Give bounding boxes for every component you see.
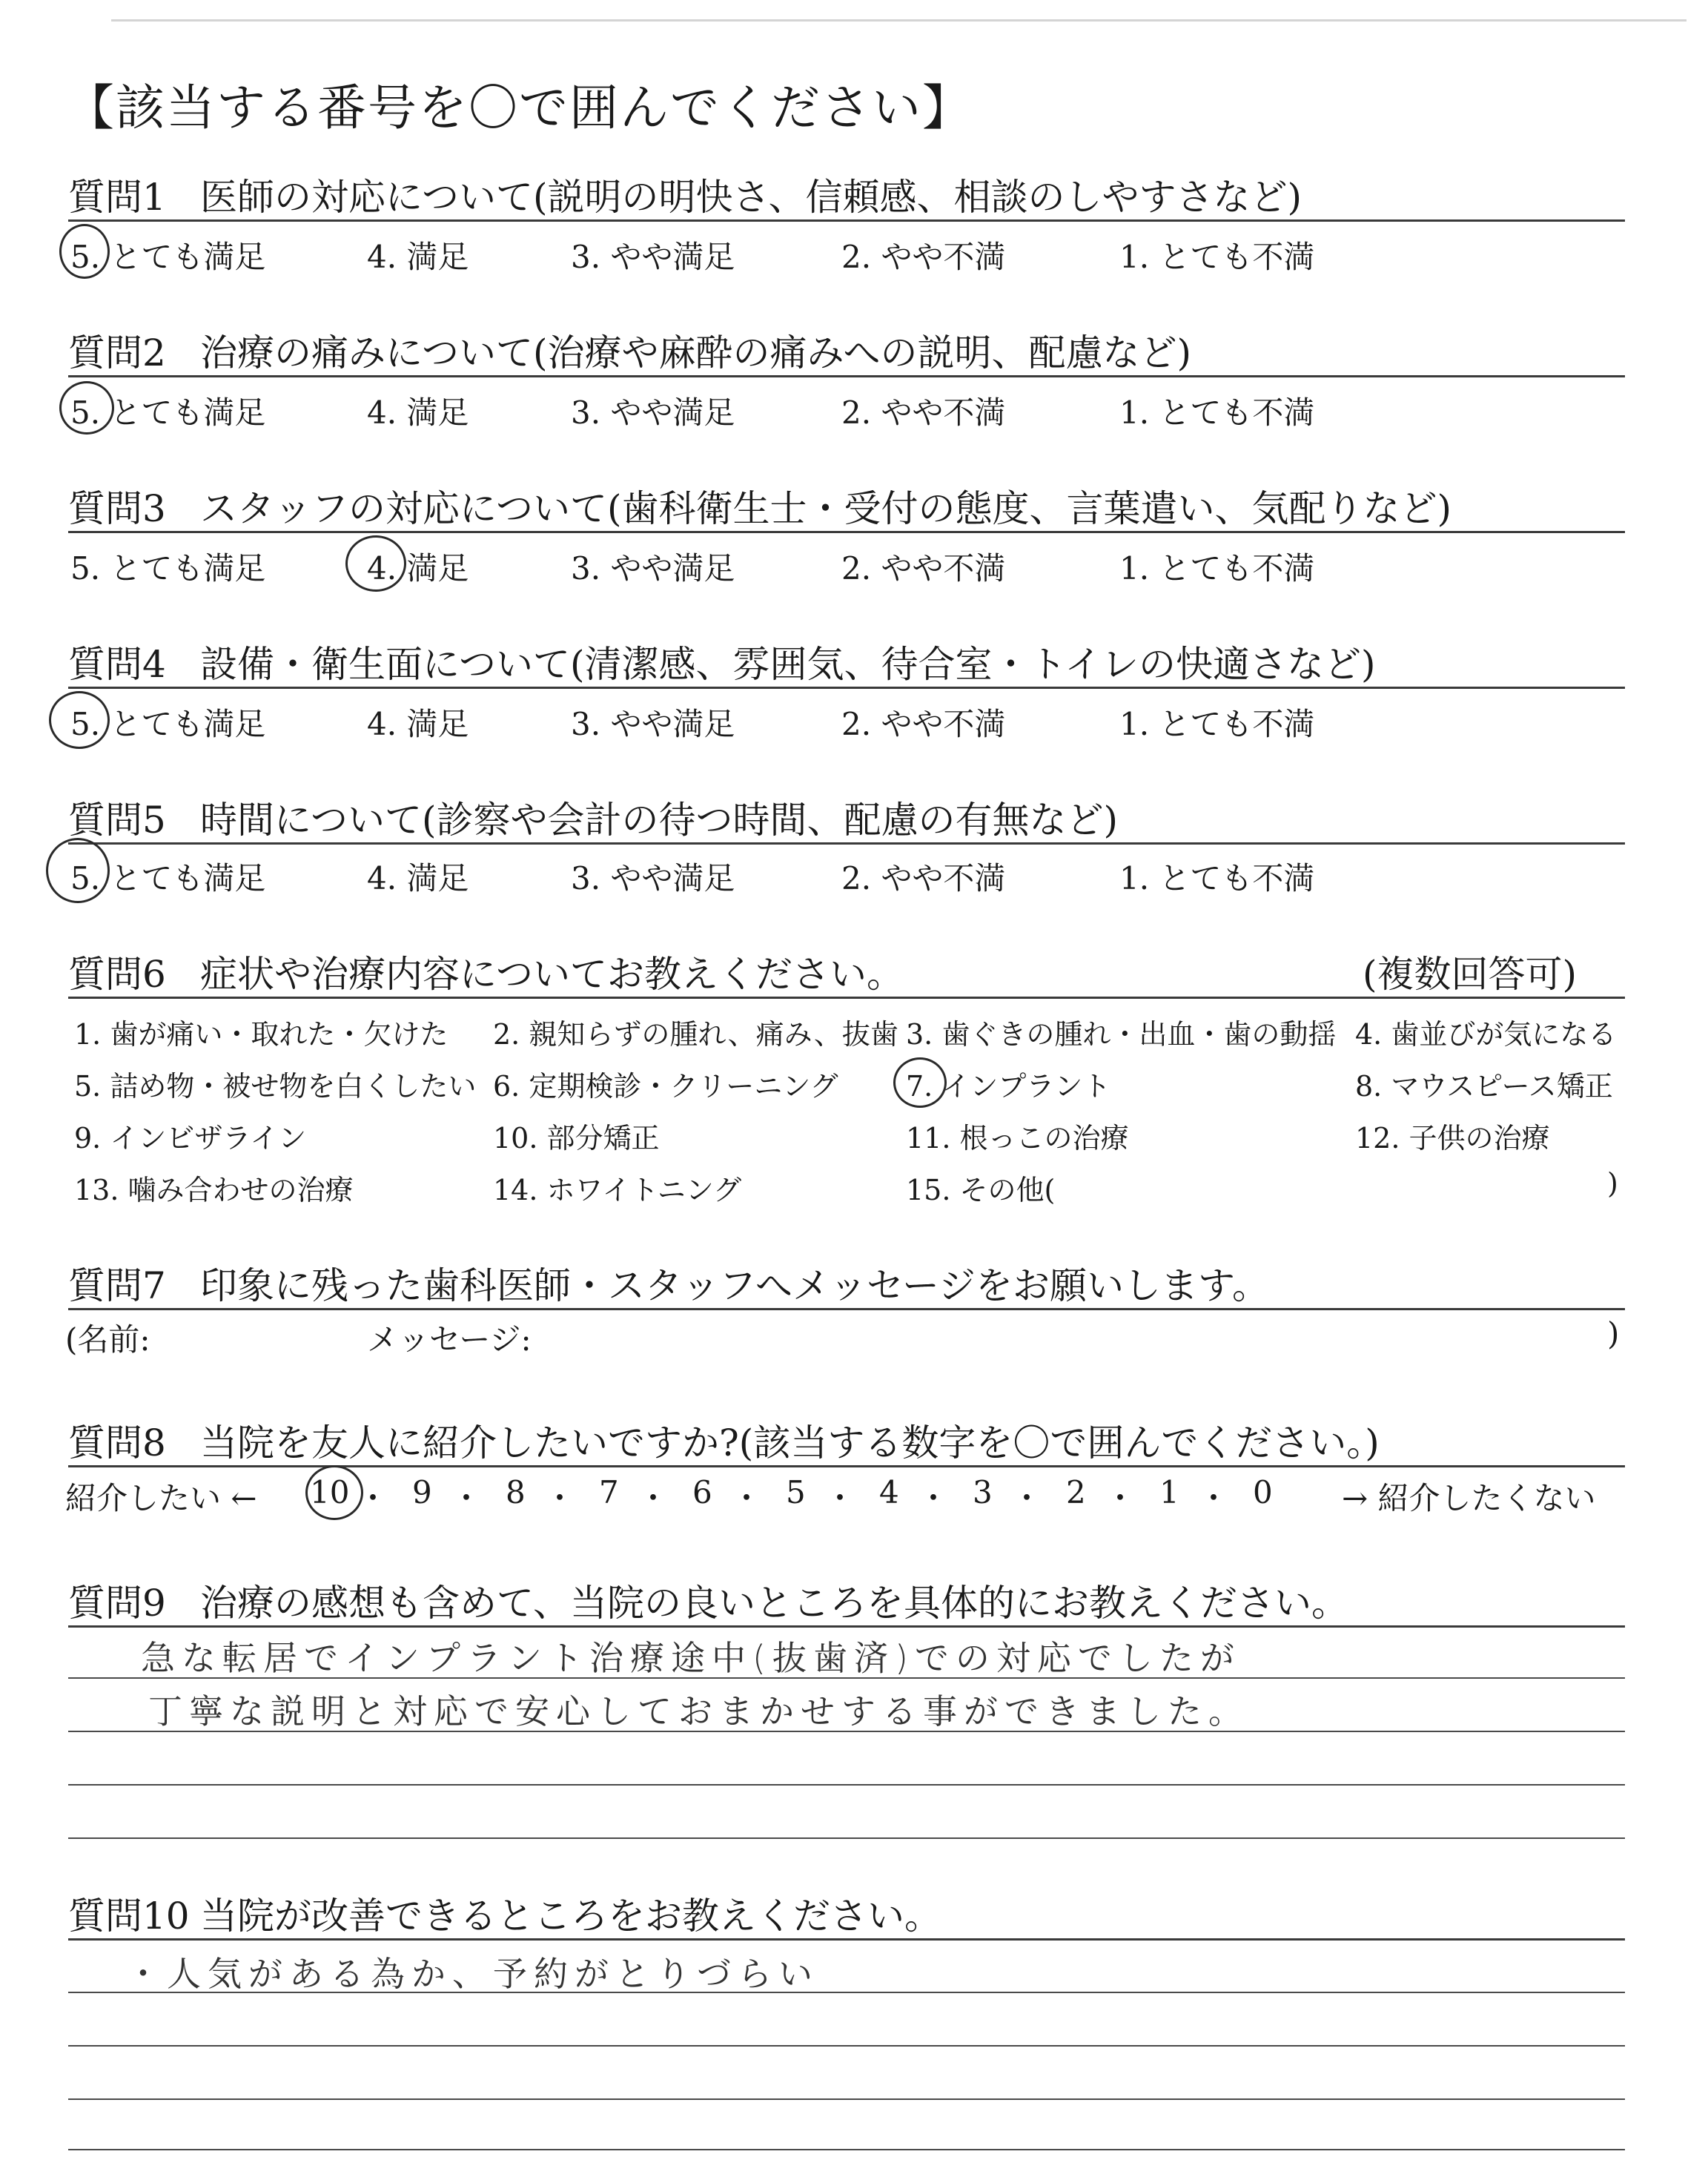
q8-scale-3[interactable]: 3: [973, 1474, 993, 1510]
q1-option-3[interactable]: 3. やや満足: [571, 239, 735, 275]
q6-option-7[interactable]: 7. インプラント: [906, 1070, 1111, 1103]
question-5-number: 質問5: [68, 799, 166, 842]
q6-option-4[interactable]: 4. 歯並びが気になる: [1355, 1018, 1617, 1051]
q8-scale-2[interactable]: 2: [1066, 1474, 1086, 1510]
question-3-heading: [68, 479, 1452, 532]
question-2-text: 治療の痛みについて(治療や麻酔の痛みへの説明、配慮など): [200, 331, 1192, 374]
q4-option-1[interactable]: 1. とても不満: [1119, 706, 1315, 742]
question-10-text: 当院が改善できるところをお教えください。: [200, 1895, 941, 1938]
q8-scale-separator: ・: [824, 1480, 856, 1516]
q3-option-5[interactable]: 5. とても満足: [70, 550, 266, 587]
question-2-heading: [68, 323, 1191, 377]
question-8-text: 当院を友人に紹介したいですか?(該当する数字を〇で囲んでください。): [200, 1421, 1380, 1464]
question-2-number: 質問2: [68, 331, 166, 374]
q6-option-1[interactable]: 1. 歯が痛い・取れた・欠けた: [74, 1018, 448, 1051]
question-3-text: スタッフの対応について(歯科衛生士・受付の態度、言葉遣い、気配りなど): [200, 487, 1452, 530]
q8-scale-separator: ・: [1011, 1480, 1043, 1516]
q10-handwritten-answer-1: ・人気がある為か、予約がとりづらい: [126, 1954, 819, 1994]
q9-answer-line-3: [68, 1784, 1625, 1786]
question-6-text: 症状や治療内容についてお教えください。: [200, 953, 904, 996]
question-9-heading: [68, 1573, 1348, 1627]
q8-scale-9[interactable]: 9: [412, 1474, 432, 1510]
question-5-heading: [68, 790, 1118, 844]
q8-scale-10[interactable]: 10: [310, 1474, 350, 1510]
q6-option-15[interactable]: 15. その他(: [906, 1174, 1056, 1206]
question-1-number: 質問1: [68, 176, 166, 219]
q4-option-2[interactable]: 2. やや不満: [841, 706, 1006, 742]
q5-option-1[interactable]: 1. とても不満: [1119, 860, 1315, 896]
q8-scale-separator: ・: [638, 1480, 669, 1516]
question-9-number: 質問9: [68, 1582, 166, 1625]
q5-option-3[interactable]: 3. やや満足: [571, 860, 735, 896]
question-8-number: 質問8: [68, 1421, 166, 1464]
q6-option-13[interactable]: 13. 噛み合わせの治療: [74, 1174, 354, 1206]
q6-option-11[interactable]: 11. 根っこの治療: [906, 1122, 1129, 1155]
q10-answer-line-2: [68, 2045, 1625, 2047]
question-3-number: 質問3: [68, 487, 166, 530]
q3-option-4[interactable]: 4. 満足: [367, 550, 469, 587]
multiple-answer-note: (複数回答可): [1363, 953, 1578, 996]
q8-scale-8[interactable]: 8: [506, 1474, 526, 1510]
q3-option-1[interactable]: 1. とても不満: [1119, 550, 1315, 587]
q6-option-14[interactable]: 14. ホワイトニング: [493, 1174, 742, 1206]
question-8-rule: [68, 1465, 1625, 1467]
question-7-heading: [68, 1256, 1269, 1309]
q8-scale-separator: ・: [1198, 1480, 1230, 1516]
question-4-heading: [68, 635, 1376, 688]
q2-option-4[interactable]: 4. 満足: [367, 394, 469, 431]
q2-option-3[interactable]: 3. やや満足: [571, 394, 735, 431]
q6-option-6[interactable]: 6. 定期検診・クリーニング: [493, 1070, 838, 1103]
q2-option-1[interactable]: 1. とても不満: [1119, 394, 1315, 431]
q6-option-5[interactable]: 5. 詰め物・被せ物を白くしたい: [74, 1070, 477, 1103]
q8-scale-0[interactable]: 0: [1253, 1474, 1273, 1510]
form-title: 【該当する番号を〇で囲んでください】: [65, 79, 973, 136]
scan-edge-line: [111, 19, 1687, 22]
question-6-number: 質問6: [68, 953, 166, 996]
question-4-text: 設備・衛生面について(清潔感、雰囲気、待合室・トイレの快適さなど): [200, 643, 1376, 686]
q6-option-10[interactable]: 10. 部分矯正: [493, 1122, 660, 1155]
question-7-number: 質問7: [68, 1264, 166, 1307]
question-1-heading: [68, 168, 1302, 221]
q4-option-4[interactable]: 4. 満足: [367, 706, 469, 742]
q5-option-2[interactable]: 2. やや不満: [841, 860, 1006, 896]
q5-option-5[interactable]: 5. とても満足: [70, 860, 266, 896]
q8-scale-separator: ・: [1105, 1480, 1136, 1516]
q8-scale-5[interactable]: 5: [786, 1474, 806, 1510]
q4-option-5[interactable]: 5. とても満足: [70, 706, 266, 742]
q5-option-4[interactable]: 4. 満足: [367, 860, 469, 896]
question-10-heading: [68, 1886, 941, 1940]
question-9-text: 治療の感想も含めて、当院の良いところを具体的にお教えください。: [200, 1582, 1348, 1625]
question-4-rule: [68, 687, 1625, 689]
q6-other-close-paren: ): [1607, 1167, 1618, 1200]
question-10-rule: [68, 1938, 1625, 1941]
question-5-text: 時間について(診察や会計の待つ時間、配慮の有無など): [200, 799, 1119, 842]
q8-scale-separator: ・: [451, 1480, 483, 1516]
q6-option-3[interactable]: 3. 歯ぐきの腫れ・出血・歯の動揺: [906, 1018, 1337, 1051]
q4-option-3[interactable]: 3. やや満足: [571, 706, 735, 742]
question-5-rule: [68, 842, 1625, 845]
q3-option-2[interactable]: 2. やや不満: [841, 550, 1006, 587]
q6-option-2[interactable]: 2. 親知らずの腫れ、痛み、抜歯: [493, 1018, 898, 1051]
q8-scale-separator: ・: [544, 1480, 576, 1516]
question-4-number: 質問4: [68, 643, 166, 686]
q9-answer-line-4: [68, 1837, 1625, 1839]
q6-option-9[interactable]: 9. インビザライン: [74, 1122, 307, 1155]
q8-scale-4[interactable]: 4: [879, 1474, 899, 1510]
q6-option-8[interactable]: 8. マウスピース矯正: [1355, 1070, 1613, 1103]
q2-option-2[interactable]: 2. やや不満: [841, 394, 1006, 431]
q10-answer-line-3: [68, 2098, 1625, 2100]
question-1-rule: [68, 219, 1625, 222]
q1-option-4[interactable]: 4. 満足: [367, 239, 469, 275]
q8-scale-1[interactable]: 1: [1159, 1474, 1179, 1510]
q2-option-5[interactable]: 5. とても満足: [70, 394, 266, 431]
q8-scale-separator: ・: [918, 1480, 950, 1516]
question-1-text: 医師の対応について(説明の明快さ、信頼感、相談のしやすさなど): [200, 176, 1302, 219]
question-9-rule: [68, 1625, 1625, 1628]
q8-scale-separator: ・: [357, 1480, 389, 1516]
question-6-heading: [68, 945, 904, 998]
q8-right-label: → 紹介したくない: [1342, 1480, 1596, 1516]
q3-option-3[interactable]: 3. やや満足: [571, 550, 735, 587]
q1-option-5[interactable]: 5. とても満足: [70, 239, 266, 275]
question-2-rule: [68, 375, 1625, 377]
question-7-rule: [68, 1308, 1625, 1310]
q7-message-label: メッセージ:: [367, 1321, 532, 1358]
q9-handwritten-answer-1: 急な転居でインプラント治療途中(抜歯済)での対応でしたが: [141, 1638, 1241, 1678]
q1-option-2[interactable]: 2. やや不満: [841, 239, 1006, 275]
q7-name-label: (名前:: [65, 1321, 150, 1358]
q9-handwritten-answer-2: 丁寧な説明と対応で安心しておまかせする事ができました。: [148, 1691, 1249, 1731]
question-6-rule: [68, 997, 1625, 999]
q8-scale-7[interactable]: 7: [599, 1474, 619, 1510]
q6-option-12[interactable]: 12. 子供の治療: [1355, 1122, 1550, 1155]
q7-close-paren: ): [1607, 1315, 1620, 1352]
q8-scale-separator: ・: [731, 1480, 763, 1516]
q10-answer-line-4: [68, 2149, 1625, 2150]
question-10-number: 質問10: [68, 1895, 190, 1938]
question-8-heading: [68, 1413, 1380, 1467]
q8-left-label: 紹介したい ←: [65, 1480, 257, 1516]
q8-scale-6[interactable]: 6: [692, 1474, 712, 1510]
q1-option-1[interactable]: 1. とても不満: [1119, 239, 1315, 275]
question-3-rule: [68, 531, 1625, 533]
question-7-text: 印象に残った歯科医師・スタッフへメッセージをお願いします。: [200, 1264, 1269, 1307]
